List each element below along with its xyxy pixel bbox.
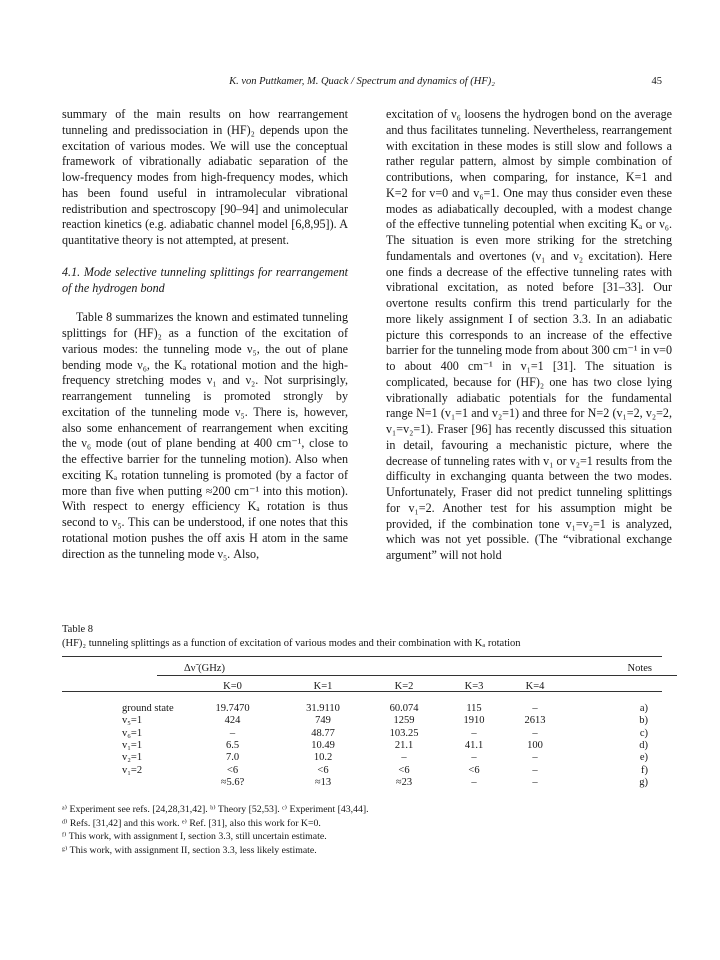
- table-cell: –: [229, 727, 236, 739]
- section-heading: 4.1. Mode selective tunneling splittings for rearrangement of the hydrogen bond: [62, 264, 348, 295]
- running-title: K. von Puttkamer, M. Quack / Spectrum and dynamics of (HF)₂: [229, 76, 495, 87]
- table-cell: 10.49: [311, 740, 335, 752]
- table-cell: 60.074: [389, 702, 419, 714]
- table-cell: 19.7470: [215, 702, 250, 714]
- footnote-1: ᵃ⁾ Experiment see refs. [24,28,31,42]. ᵇ⁾ Theory [52,53]. ᶜ⁾ Experiment [43,44].: [62, 804, 369, 815]
- table-cell: <6: [226, 764, 239, 776]
- row-label: v₁=1: [122, 740, 143, 752]
- row-note: a): [639, 702, 648, 714]
- table-cell: <6: [468, 764, 480, 776]
- table-row: [122, 728, 662, 740]
- table-stub-cell: [122, 681, 184, 693]
- table-row: [122, 740, 662, 752]
- row-label: v₅=1: [122, 715, 143, 727]
- table-cell: 115: [466, 702, 482, 714]
- table-group-header-row: [122, 663, 662, 675]
- right-column: [386, 107, 672, 564]
- table-cell: 10.2: [313, 752, 333, 764]
- table-cell: 48.77: [311, 727, 335, 739]
- tunneling-splittings-table: [122, 663, 662, 790]
- table-row: [122, 765, 662, 777]
- table-group-header: Δν̃ (GHz): [184, 663, 225, 674]
- table-top-rule: [62, 656, 662, 657]
- table-cell: 1910: [463, 715, 485, 727]
- table-cell: ≈23: [395, 777, 413, 789]
- row-note: g): [639, 777, 648, 789]
- table-caption: (HF)₂ tunneling splittings as a function of excitation of various modes and their combination with Kₐ rotation: [62, 638, 521, 649]
- table-cell: ≈13: [314, 777, 332, 789]
- table-notes-header: Notes: [627, 663, 652, 674]
- table-cell: 424: [224, 715, 241, 727]
- table-cell: –: [471, 752, 477, 764]
- row-label: v₂=1: [122, 752, 143, 764]
- table-cell: <6: [398, 764, 410, 776]
- table-cell: 31.9110: [306, 702, 340, 714]
- table-cell: 1259: [393, 715, 415, 727]
- table-cell: –: [471, 777, 477, 789]
- table-row: [122, 777, 662, 789]
- table-k-header: K=0: [223, 681, 242, 693]
- row-note: d): [639, 740, 648, 752]
- left-column: [62, 107, 348, 562]
- row-note: f): [641, 764, 648, 776]
- table-cell: 749: [315, 715, 331, 727]
- table-cell: 100: [527, 740, 543, 752]
- table-cell: –: [471, 727, 477, 739]
- right-paragraph-1: excitation of ν₆ loosens the hydrogen bond on the average and thus facilitates tunneling. Nevertheless, rearrangement with excitation in these modes is still slow and follows a rather regular pattern, almost by simple combination of contributions, when comparing, for instance, K=1 and K=2 for v=0 and v₆=1. One may thus consider even these modes as adiabatically decoupled, with a modest change of the effective tunneling potential when exciting Kₐ or ν₆. The situation is even more striking for the stretching fundamentals and overtones (ν₁ and ν₂ excitation). Here one finds a decrease of the effective tunneling rates with vibrational excitation, as noted before [31–33]. Our overtone results confirm this trend particularly for the more likely assignment I of section 3.3. In an adiabatic picture this corresponds to an increase of the effective barrier for the tunneling mode from about 300 cm⁻¹ in v=0 to about 400 cm⁻¹ in v₁=1 [31]. The situation is complicated, because for (HF)₂ one has two close lying vibrationally adiabatic potentials for the fundamental range N=1 (v₁=1 and v₂=1) and three for N=2 (v₁=2, v₂=2, v₁=v₂=1). Fraser [96] has recently discussed this situation in detail, favouring a mechanistic picture, where the decrease of tunneling rates with v₁ or v₂=1 results from the difficulty in exchanging quanta between the two modes. Unfortunately, Fraser did not predict tunneling splittings for v₁=2. Another test for his assumption might be provided, if the combination tone v₁=v₂=1 is analyzed, which was not yet possible. (The “vibrational exchange argument” will not hold: [386, 107, 672, 562]
- table-row: [122, 752, 662, 764]
- row-label: v₆=1: [122, 727, 143, 739]
- running-header: [62, 76, 662, 92]
- table-cell: 2613: [524, 715, 546, 727]
- table-cell: –: [532, 764, 538, 776]
- table-cell: ≈5.6?: [220, 777, 245, 789]
- table-k-header: K=3: [464, 681, 484, 693]
- table-label: Table 8: [62, 624, 94, 635]
- table-row: [122, 715, 662, 727]
- table-8: [62, 623, 662, 856]
- row-note: b): [639, 715, 648, 727]
- table-cell: –: [401, 752, 407, 764]
- row-note: c): [639, 727, 648, 739]
- row-label: [122, 777, 184, 789]
- table-cell: –: [532, 727, 538, 739]
- footnote-2: ᵈ⁾ Refs. [31,42] and this work. ᵉ⁾ Ref. [31], also this work for K=0.: [62, 817, 321, 829]
- table-row: [122, 703, 662, 715]
- table-footnotes: [62, 803, 369, 857]
- row-label: ground state: [122, 702, 174, 714]
- page-number: 45: [651, 76, 662, 87]
- table-cell: <6: [317, 764, 329, 776]
- row-note: e): [639, 752, 648, 764]
- table-cell: 21.1: [394, 740, 414, 752]
- table-cell: 41.1: [464, 740, 484, 752]
- table-k-header: K=4: [525, 681, 545, 693]
- table-cell: –: [532, 702, 538, 714]
- table-cell: –: [532, 777, 538, 789]
- left-paragraph-1: summary of the main results on how rearrangement tunneling and predissociation in (HF)₂ depends upon the excitation of various modes. We will use the conceptual framework of vibrationally adiabatic separation of the low-frequency modes from high-frequency modes, which has been found useful in intramolecular vibrational redistribution and spectroscopy [90–94] and unimolecular reaction kinetics (e.g. adiabatic channel model [6,8,95]). A quantitative theory is not attempted, at present.: [62, 107, 348, 247]
- table-stub-cell: [565, 681, 662, 693]
- table-k-header: K=1: [313, 681, 333, 693]
- table-k-header: K=2: [394, 681, 414, 693]
- table-cell: –: [532, 752, 538, 764]
- footnote-4: ᵍ⁾ This work, with assignment II, section 3.3, less likely estimate.: [62, 844, 317, 856]
- footnote-3: ᶠ⁾ This work, with assignment I, section 3.3, still uncertain estimate.: [62, 831, 327, 842]
- left-paragraph-2: Table 8 summarizes the known and estimated tunneling splittings for (HF)₂ as a function of the excitation of various modes: the tunneling mode ν₅, the out of plane bending mode ν₆, the Kₐ rotational motion and the high-frequency stretching modes ν₁ and ν₂. Not surprisingly, rearrangement tunneling is promoted strongly by excitation of the tunneling mode ν₅. There is, however, also some enhancement of rearrangement when exciting the ν₆ mode (out of plane bending at 400 cm⁻¹, close to the effective barrier for the tunneling motion). Also when exciting Kₐ rotation tunneling is promoted (by a factor of more than five when putting ≈200 cm⁻¹ into this motion). With respect to energy efficiency Kₐ rotation is thus second to ν₅. This can be understood, if one notes that this rotational motion pushes the off axis H atom in the same direction as the tunneling mode ν₅. Also,: [62, 310, 348, 561]
- table-cell: 7.0: [225, 752, 240, 764]
- table-stub-header: [122, 663, 184, 675]
- table-cell: 6.5: [225, 740, 240, 752]
- row-label: v₁=2: [122, 764, 143, 776]
- table-k-header-row: [122, 681, 662, 693]
- table-spacer-row: [122, 694, 662, 703]
- table-cell: 103.25: [389, 727, 419, 739]
